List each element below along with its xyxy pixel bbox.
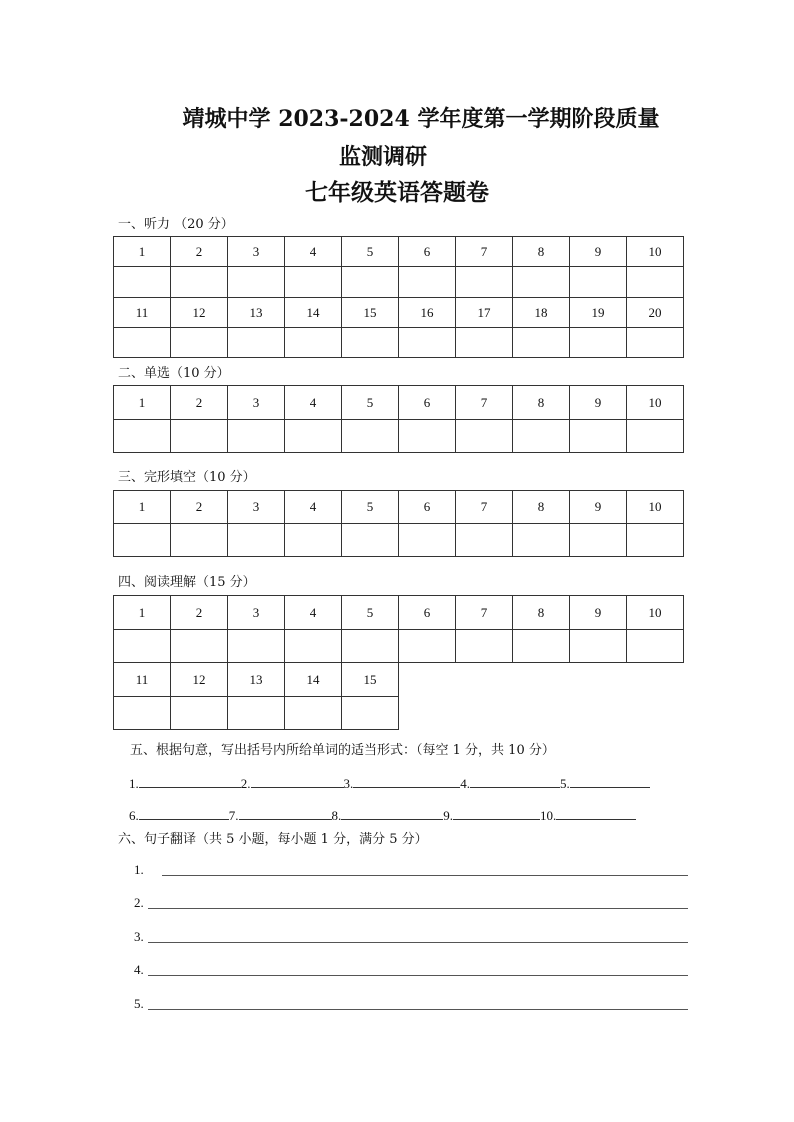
question-number: 20 bbox=[627, 298, 684, 328]
answer-cell[interactable] bbox=[285, 524, 342, 557]
answer-cell[interactable] bbox=[627, 420, 684, 453]
answer-cell[interactable] bbox=[228, 630, 285, 663]
section-listening-heading: 一、听力 （20 分） bbox=[118, 217, 234, 232]
blank-label: 9. bbox=[443, 808, 453, 823]
answer-cell[interactable] bbox=[171, 328, 228, 358]
question-number: 1 bbox=[114, 237, 171, 267]
listening-answer-table bbox=[113, 236, 684, 358]
answer-cell[interactable] bbox=[114, 420, 171, 453]
answer-cell[interactable] bbox=[228, 420, 285, 453]
answer-cell[interactable] bbox=[114, 267, 171, 298]
question-number: 2 bbox=[171, 237, 228, 267]
answer-blank[interactable] bbox=[341, 807, 443, 820]
question-number: 10 bbox=[627, 596, 684, 630]
section-reading-heading: 四、阅读理解（15 分） bbox=[118, 575, 256, 590]
translation-row-2 bbox=[134, 895, 144, 911]
question-number: 7 bbox=[456, 237, 513, 267]
answer-cell[interactable] bbox=[570, 524, 627, 557]
answer-cell[interactable] bbox=[285, 630, 342, 663]
question-number: 7 bbox=[456, 596, 513, 630]
translation-number: 3. bbox=[134, 929, 144, 944]
question-number: 3 bbox=[228, 491, 285, 524]
translation-number: 1. bbox=[134, 862, 144, 877]
answer-line[interactable] bbox=[148, 1009, 688, 1010]
question-number: 4 bbox=[285, 237, 342, 267]
question-number: 9 bbox=[570, 386, 627, 420]
translation-row-5 bbox=[134, 996, 144, 1012]
answer-cell[interactable] bbox=[285, 697, 342, 730]
answer-cell[interactable] bbox=[342, 697, 399, 730]
answer-cell[interactable] bbox=[171, 697, 228, 730]
question-number: 8 bbox=[513, 491, 570, 524]
question-number: 5 bbox=[342, 237, 399, 267]
answer-cell[interactable] bbox=[228, 697, 285, 730]
question-number: 13 bbox=[228, 298, 285, 328]
answer-cell[interactable] bbox=[513, 630, 570, 663]
question-number: 8 bbox=[513, 386, 570, 420]
answer-cell[interactable] bbox=[456, 328, 513, 358]
answer-cell[interactable] bbox=[456, 524, 513, 557]
answer-cell[interactable] bbox=[513, 267, 570, 298]
question-number: 1 bbox=[114, 596, 171, 630]
question-number: 4 bbox=[285, 596, 342, 630]
blank-label: 6. bbox=[129, 808, 139, 823]
question-number: 9 bbox=[570, 237, 627, 267]
answer-cell[interactable] bbox=[342, 630, 399, 663]
blank-label: 3. bbox=[343, 776, 354, 791]
answer-cell[interactable] bbox=[399, 630, 456, 663]
word-forms-row-2 bbox=[129, 807, 636, 824]
question-number: 4 bbox=[285, 491, 342, 524]
question-number: 8 bbox=[513, 596, 570, 630]
answer-blank[interactable] bbox=[353, 775, 460, 788]
answer-cell[interactable] bbox=[228, 328, 285, 358]
question-number: 12 bbox=[171, 298, 228, 328]
answer-cell[interactable] bbox=[456, 420, 513, 453]
answer-cell[interactable] bbox=[627, 267, 684, 298]
answer-cell[interactable] bbox=[171, 267, 228, 298]
translation-row-4 bbox=[134, 962, 144, 978]
answer-line[interactable] bbox=[148, 942, 688, 943]
answer-blank[interactable] bbox=[470, 775, 560, 788]
question-number: 6 bbox=[399, 386, 456, 420]
reading-answer-table-bottom bbox=[113, 662, 399, 730]
question-number: 11 bbox=[114, 663, 171, 697]
question-number: 1 bbox=[114, 491, 171, 524]
question-number: 19 bbox=[570, 298, 627, 328]
blank-label: 8. bbox=[331, 808, 342, 823]
question-number: 5 bbox=[342, 386, 399, 420]
question-number: 14 bbox=[285, 298, 342, 328]
question-number: 15 bbox=[342, 663, 399, 697]
question-number: 2 bbox=[171, 491, 228, 524]
answer-blank[interactable] bbox=[239, 807, 332, 820]
blank-label: 4. bbox=[460, 776, 470, 791]
answer-cell[interactable] bbox=[171, 420, 228, 453]
answer-cell[interactable] bbox=[513, 524, 570, 557]
answer-blank[interactable] bbox=[251, 775, 344, 788]
answer-cell[interactable] bbox=[570, 630, 627, 663]
answer-cell[interactable] bbox=[342, 420, 399, 453]
question-number: 9 bbox=[570, 491, 627, 524]
question-number: 7 bbox=[456, 386, 513, 420]
question-number: 15 bbox=[342, 298, 399, 328]
answer-cell[interactable] bbox=[285, 328, 342, 358]
answer-cell[interactable] bbox=[627, 524, 684, 557]
answer-cell[interactable] bbox=[171, 630, 228, 663]
answer-blank[interactable] bbox=[139, 775, 241, 788]
answer-cell[interactable] bbox=[570, 420, 627, 453]
answer-cell[interactable] bbox=[114, 328, 171, 358]
answer-cell[interactable] bbox=[399, 420, 456, 453]
blank-label: 7. bbox=[228, 808, 239, 823]
answer-line[interactable] bbox=[162, 875, 688, 876]
question-number: 2 bbox=[171, 596, 228, 630]
translation-number: 2. bbox=[134, 895, 144, 910]
translation-number: 4. bbox=[134, 962, 144, 977]
answer-cell[interactable] bbox=[399, 267, 456, 298]
answer-cell[interactable] bbox=[513, 328, 570, 358]
answer-line[interactable] bbox=[148, 908, 688, 909]
answer-cell[interactable] bbox=[570, 267, 627, 298]
question-number: 6 bbox=[399, 237, 456, 267]
question-number: 12 bbox=[171, 663, 228, 697]
question-number: 11 bbox=[114, 298, 171, 328]
question-number: 3 bbox=[228, 237, 285, 267]
answer-cell[interactable] bbox=[456, 267, 513, 298]
answer-line[interactable] bbox=[148, 975, 688, 976]
question-number: 18 bbox=[513, 298, 570, 328]
question-number: 3 bbox=[228, 386, 285, 420]
answer-blank[interactable] bbox=[139, 807, 229, 820]
answer-cell[interactable] bbox=[342, 267, 399, 298]
question-number: 2 bbox=[171, 386, 228, 420]
answer-blank[interactable] bbox=[453, 807, 540, 820]
question-number: 9 bbox=[570, 596, 627, 630]
question-number: 17 bbox=[456, 298, 513, 328]
answer-cell[interactable] bbox=[285, 420, 342, 453]
question-number: 1 bbox=[114, 386, 171, 420]
answer-cell[interactable] bbox=[114, 524, 171, 557]
question-number: 3 bbox=[228, 596, 285, 630]
answer-blank[interactable] bbox=[556, 807, 636, 820]
reading-answer-table-top bbox=[113, 595, 684, 663]
paper-title-cont: 监测调研 bbox=[338, 144, 427, 170]
single-choice-answer-table bbox=[113, 385, 684, 453]
question-number: 10 bbox=[627, 237, 684, 267]
answer-cell[interactable] bbox=[114, 630, 171, 663]
question-number: 4 bbox=[285, 386, 342, 420]
section-word-forms-heading: 五、根据句意，写出括号内所给单词的适当形式：（每空 1 分，共 10 分） bbox=[130, 743, 555, 758]
question-number: 10 bbox=[627, 386, 684, 420]
answer-cell[interactable] bbox=[627, 328, 684, 358]
blank-label: 5. bbox=[560, 776, 570, 791]
answer-cell[interactable] bbox=[399, 524, 456, 557]
answer-cell[interactable] bbox=[456, 630, 513, 663]
section-single-choice-heading: 二、单选（10 分） bbox=[118, 366, 230, 381]
answer-cell[interactable] bbox=[114, 697, 171, 730]
answer-cell[interactable] bbox=[228, 267, 285, 298]
question-number: 5 bbox=[342, 596, 399, 630]
answer-cell[interactable] bbox=[342, 524, 399, 557]
question-number: 10 bbox=[627, 491, 684, 524]
blank-label: 2. bbox=[240, 776, 251, 791]
blank-label: 1. bbox=[129, 776, 139, 791]
question-number: 7 bbox=[456, 491, 513, 524]
paper-subtitle: 七年级英语答题卷 bbox=[305, 179, 489, 206]
blank-label: 10. bbox=[540, 808, 557, 823]
answer-cell[interactable] bbox=[228, 524, 285, 557]
question-number: 16 bbox=[399, 298, 456, 328]
answer-cell[interactable] bbox=[399, 328, 456, 358]
answer-cell[interactable] bbox=[285, 267, 342, 298]
question-number: 6 bbox=[399, 491, 456, 524]
translation-number: 5. bbox=[134, 996, 144, 1011]
answer-blank[interactable] bbox=[570, 775, 650, 788]
question-number: 6 bbox=[399, 596, 456, 630]
answer-cell[interactable] bbox=[171, 524, 228, 557]
question-number: 14 bbox=[285, 663, 342, 697]
section-cloze-heading: 三、完形填空（10 分） bbox=[118, 470, 256, 485]
question-number: 5 bbox=[342, 491, 399, 524]
question-number: 8 bbox=[513, 237, 570, 267]
answer-cell[interactable] bbox=[627, 630, 684, 663]
answer-cell[interactable] bbox=[513, 420, 570, 453]
word-forms-row-1 bbox=[129, 775, 650, 792]
question-number: 13 bbox=[228, 663, 285, 697]
section-translation-heading: 六、句子翻译（共 5 小题，每小题 1 分，满分 5 分） bbox=[118, 832, 428, 847]
answer-cell[interactable] bbox=[570, 328, 627, 358]
cloze-answer-table bbox=[113, 490, 684, 557]
translation-row-1 bbox=[134, 862, 144, 878]
translation-row-3 bbox=[134, 929, 144, 945]
paper-title: 靖城中学 2023-2024 学年度第一学期阶段质量 bbox=[182, 106, 660, 132]
answer-cell[interactable] bbox=[342, 328, 399, 358]
